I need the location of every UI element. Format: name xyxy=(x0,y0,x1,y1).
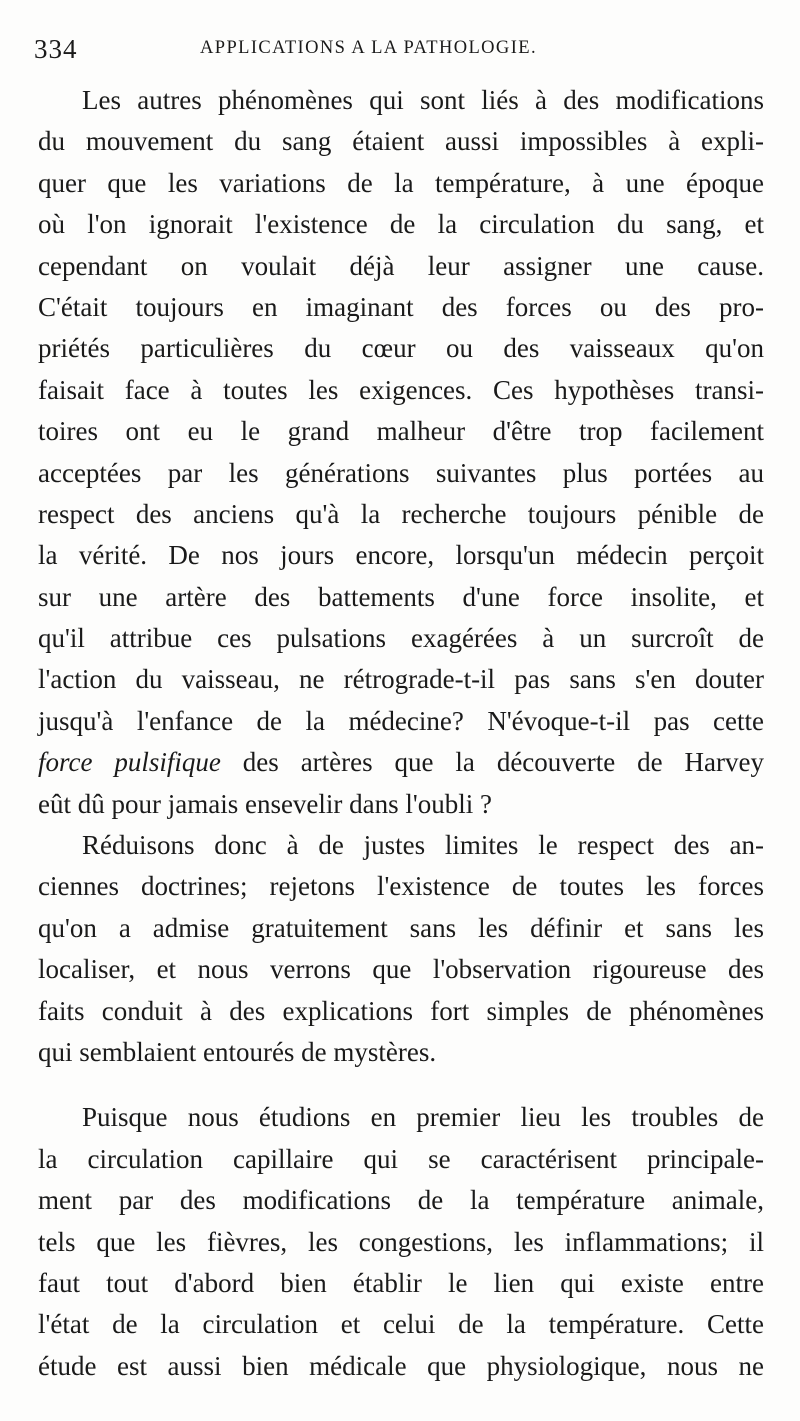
text-line: tels que les fièvres, les congestions, les inflammations; il xyxy=(38,1226,764,1257)
text-line: étude est aussi bien médicale que physiologique, nous ne xyxy=(38,1350,764,1381)
text-line: la circulation capillaire qui se caractérisent principale- xyxy=(38,1143,764,1174)
text-line: la vérité. De nos jours encore, lorsqu'un médecin perçoit xyxy=(38,540,764,571)
text-line: Les autres phénomènes qui sont liés à des modifications xyxy=(82,85,764,115)
text-line: jusqu'à l'enfance de la médecine? N'évoque-t-il pas cette xyxy=(38,705,764,736)
text-line: toires ont eu le grand malheur d'être trop facilement xyxy=(38,416,764,447)
text-line: qu'on a admise gratuitement sans les définir et sans les xyxy=(38,912,764,943)
text-line: eût dû pour jamais ensevelir dans l'oubli ? xyxy=(38,788,493,819)
text-line: priétés particulières du cœur ou des vaisseaux qu'on xyxy=(38,333,764,364)
text-line: qui semblaient entourés de mystères. xyxy=(38,1036,437,1067)
text-line: l'état de la circulation et celui de la température. Cette xyxy=(38,1309,764,1340)
text-line: C'était toujours en imaginant des forces ou des pro- xyxy=(38,291,764,322)
text-line: Puisque nous étudions en premier lieu les troubles de xyxy=(82,1102,764,1133)
text-line: du mouvement du sang étaient aussi impossibles à expli- xyxy=(38,126,764,157)
page-header xyxy=(34,34,766,74)
text-line: Réduisons donc à de justes limites le respect des an- xyxy=(82,830,764,861)
text-line: qu'il attribue ces pulsations exagérées à un surcroît de xyxy=(38,623,764,654)
text-line: localiser, et nous verrons que l'observation rigoureuse des xyxy=(38,954,764,985)
text-line: où l'on ignorait l'existence de la circulation du sang, et xyxy=(38,209,764,240)
page-number: 334 xyxy=(34,34,78,64)
text-line: ciennes doctrines; rejetons l'existence de toutes les forces xyxy=(38,871,764,902)
text-line: faut tout d'abord bien établir le lien qui existe entre xyxy=(38,1267,764,1298)
text-line: sur une artère des battements d'une force insolite, et xyxy=(38,581,764,612)
text-line: respect des anciens qu'à la recherche toujours pénible de xyxy=(38,498,764,529)
text-line: l'action du vaisseau, ne rétrograde-t-il pas sans s'en douter xyxy=(38,664,764,695)
text-line: faisait face à toutes les exigences. Ces hypothèses transi- xyxy=(38,374,764,405)
text-line: faits conduit à des explications fort simples de phénomènes xyxy=(38,995,764,1026)
text-line: cependant on voulait déjà leur assigner une cause. xyxy=(38,250,764,281)
text-line: acceptées par les générations suivantes plus portées au xyxy=(38,457,764,488)
text-line: ment par des modifications de la température animale, xyxy=(38,1185,764,1216)
italic-phrase: force pulsifique xyxy=(38,747,221,778)
running-title: APPLICATIONS A LA PATHOLOGIE. xyxy=(200,38,537,58)
text-line-italic xyxy=(38,742,764,783)
text-line: quer que les variations de la température, à une époque xyxy=(38,167,764,198)
line-rest: des artères que la découverte de Harvey xyxy=(220,747,764,778)
body-text xyxy=(38,80,764,1387)
paragraph-gap xyxy=(38,1073,764,1097)
